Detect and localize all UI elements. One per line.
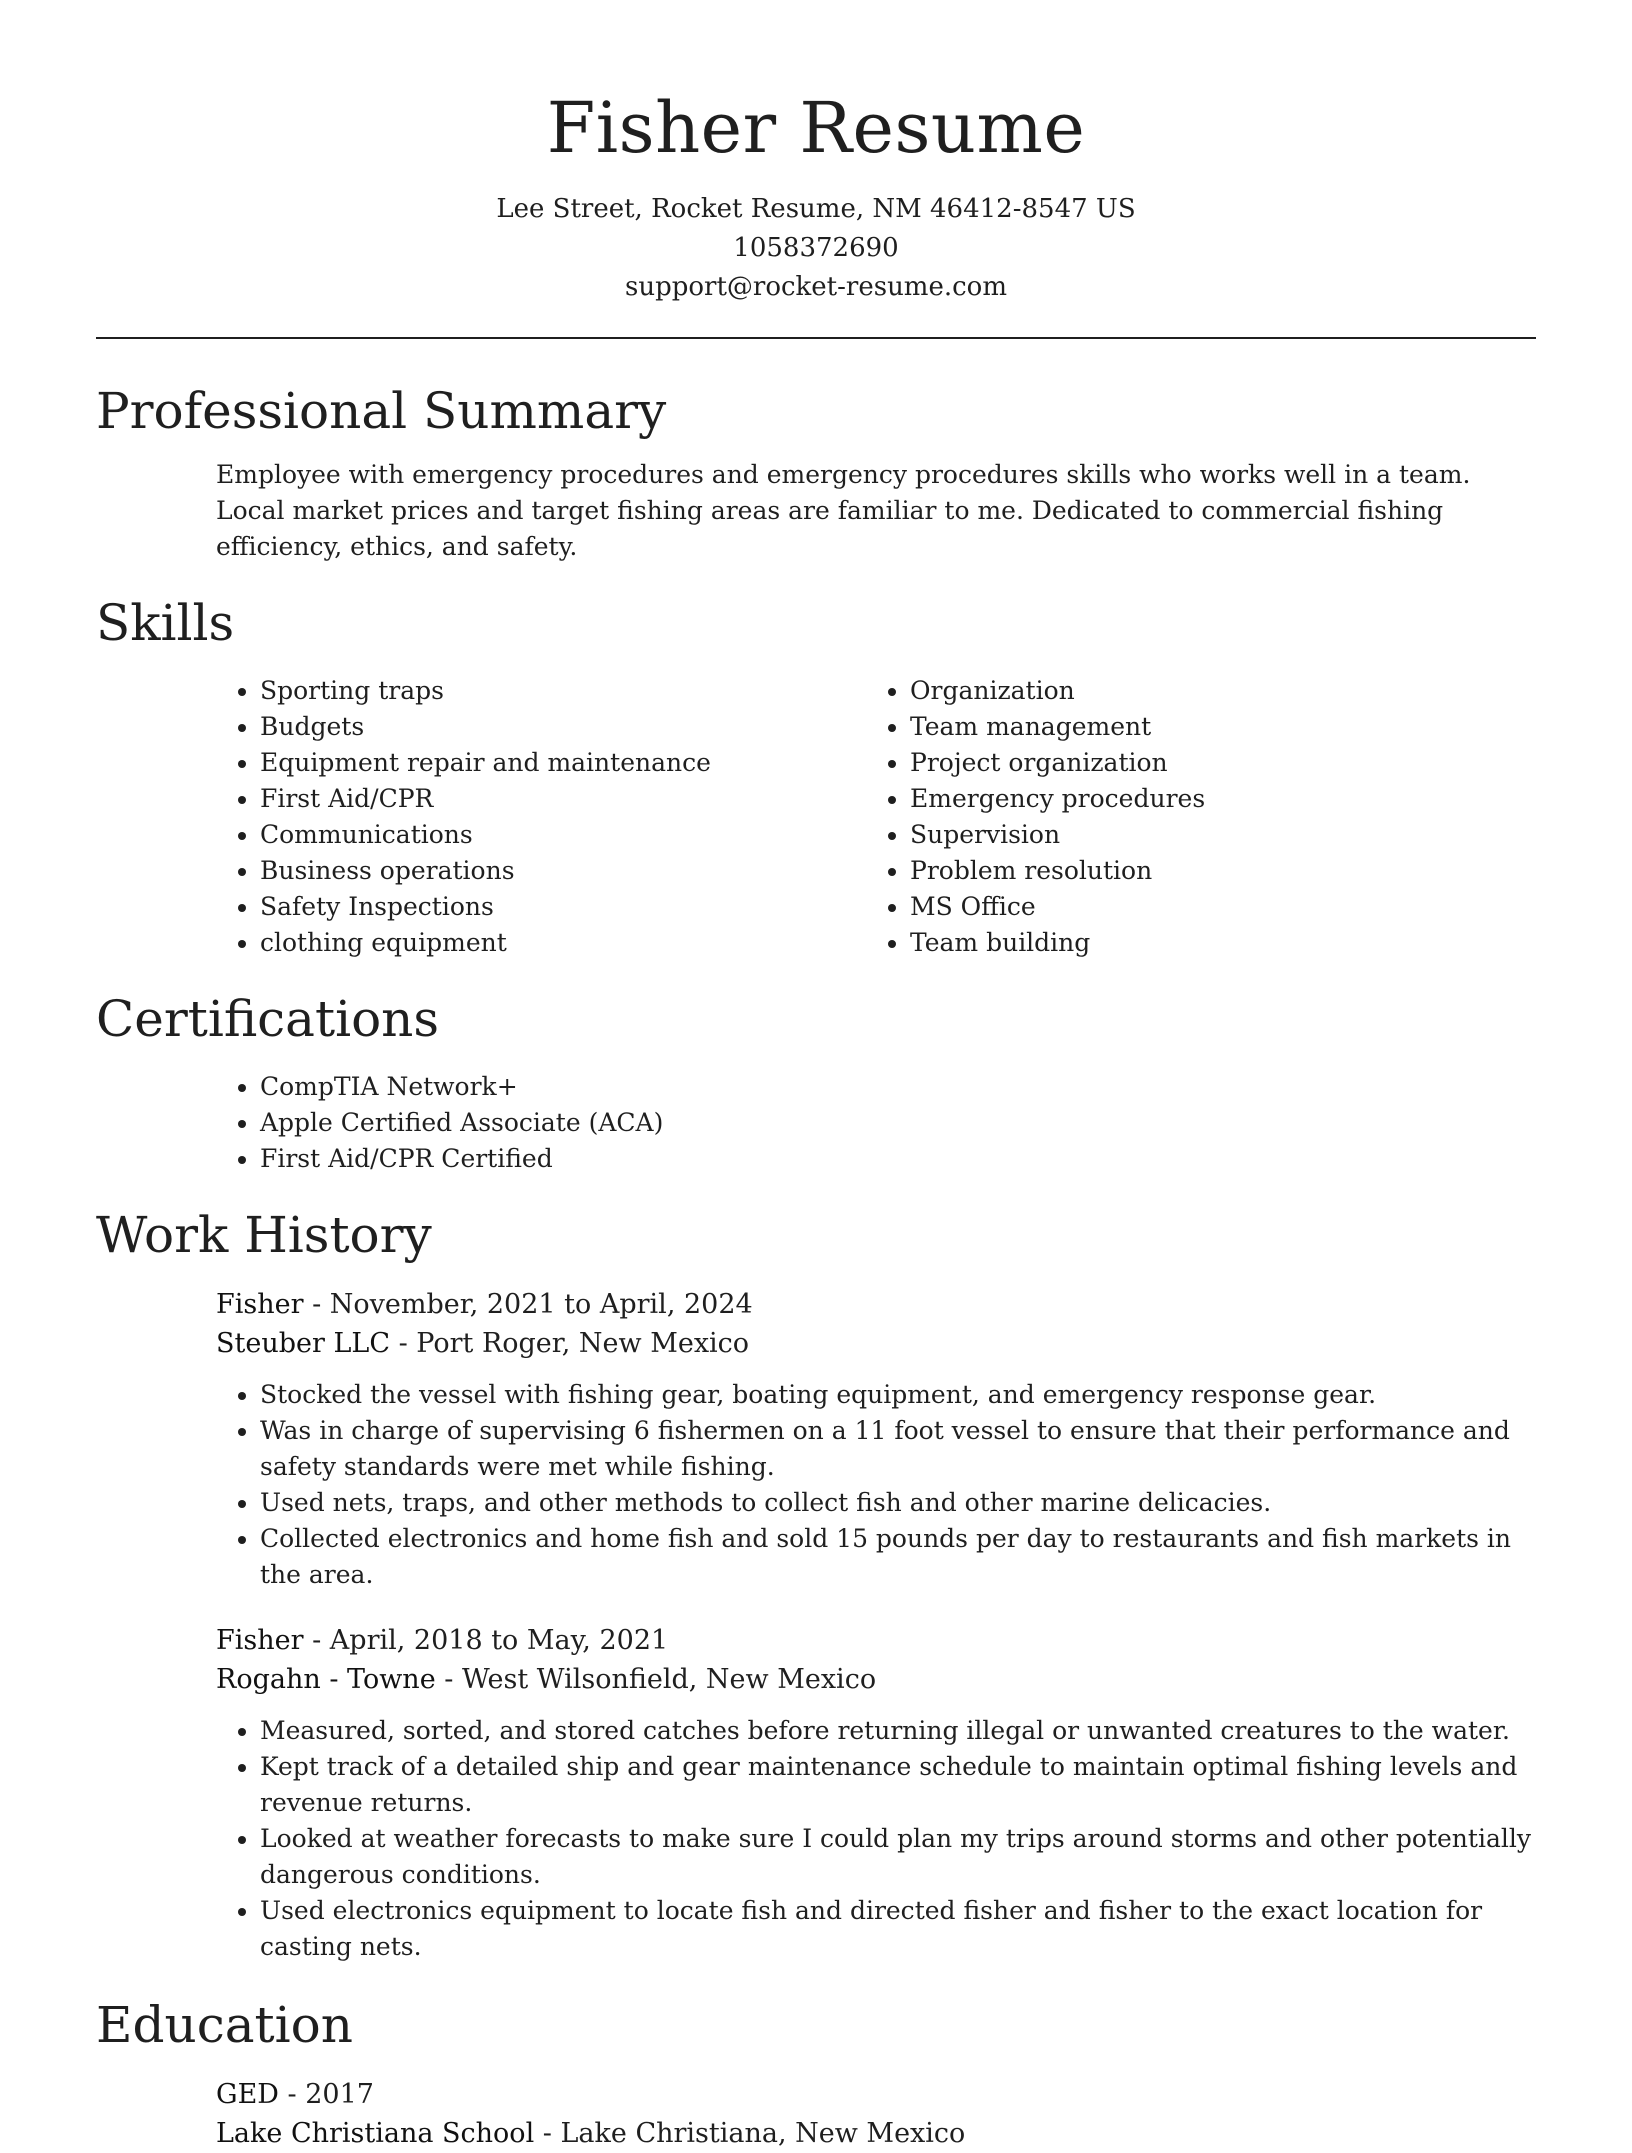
skill-item: • Communications xyxy=(260,817,866,853)
certification-item: • First Aid/CPR Certified xyxy=(260,1141,1536,1177)
contact-info xyxy=(96,190,1536,307)
job-company: Steuber LLC xyxy=(216,1328,390,1359)
job-role: Fisher xyxy=(216,1289,304,1320)
job-location: - West Wilsonfield, New Mexico xyxy=(435,1664,877,1695)
summary-text: Employee with emergency procedures and emergency procedures skills who works well in a team. Local market prices and target fishing areas are familiar to me. Dedicated to commercial fishing efficiency, ethics, and safety. xyxy=(216,460,1471,561)
skill-item: • MS Office xyxy=(910,889,1516,925)
job-role: Fisher xyxy=(216,1625,304,1656)
education-section xyxy=(96,1993,1536,2153)
job-duty: • Collected electronics and home fish and sold 15 pounds per day to restaurants and fish markets in the area. xyxy=(260,1521,1536,1593)
job-duty: • Looked at weather forecasts to make sure I could plan my trips around storms and other potentially dangerous conditions. xyxy=(260,1821,1536,1893)
certifications-list xyxy=(216,1069,1536,1177)
education-location: - Lake Christiana, New Mexico xyxy=(534,2118,966,2149)
resume-header xyxy=(96,0,1536,307)
skill-item: • Team management xyxy=(910,709,1516,745)
job-company-line xyxy=(216,1660,1536,1699)
job-title-line xyxy=(216,1285,1536,1324)
summary-heading: Professional Summary xyxy=(96,382,667,440)
skill-item: • Safety Inspections xyxy=(260,889,866,925)
job-duty: • Was in charge of supervising 6 fishermen on a 11 foot vessel to ensure that their performance and safety standards were met while fishing. xyxy=(260,1413,1536,1485)
education-school-line xyxy=(216,2114,1536,2153)
skill-item: • Supervision xyxy=(910,817,1516,853)
education-year: - 2017 xyxy=(278,2079,374,2110)
work-history-section xyxy=(96,1203,1536,1965)
skill-item: • Organization xyxy=(910,673,1516,709)
job-dates: - November, 2021 to April, 2024 xyxy=(303,1289,753,1320)
skill-item: • Project organization xyxy=(910,745,1516,781)
job-company-line xyxy=(216,1324,1536,1363)
skill-item: • Equipment repair and maintenance xyxy=(260,745,866,781)
certifications-heading: Certifications xyxy=(96,990,440,1048)
skills-list-right xyxy=(866,673,1516,961)
header-divider xyxy=(96,337,1536,339)
education-degree-line xyxy=(216,2075,1536,2114)
job-duty: • Stocked the vessel with fishing gear, boating equipment, and emergency response gear. xyxy=(260,1377,1536,1413)
phone-number: 1058372690 xyxy=(733,233,899,263)
job-duty: • Used electronics equipment to locate fish and directed fisher and fisher to the exact location for casting nets. xyxy=(260,1893,1536,1965)
education-degree: GED xyxy=(216,2079,279,2110)
certification-item: • CompTIA Network+ xyxy=(260,1069,1536,1105)
skill-item: • Budgets xyxy=(260,709,866,745)
job-entry xyxy=(216,1285,1536,1593)
job-entry xyxy=(216,1621,1536,1965)
job-location: - Port Roger, New Mexico xyxy=(389,1328,750,1359)
job-duty: • Kept track of a detailed ship and gear maintenance schedule to maintain optimal fishing levels and revenue returns. xyxy=(260,1749,1536,1821)
skill-item: • clothing equipment xyxy=(260,925,866,961)
job-title-line xyxy=(216,1621,1536,1660)
skills-grid xyxy=(216,673,1536,961)
skill-item: • Sporting traps xyxy=(260,673,866,709)
skills-list-left xyxy=(216,673,866,961)
skills-section xyxy=(96,591,1536,961)
job-company: Rogahn - Towne xyxy=(216,1664,436,1695)
resume-page xyxy=(96,0,1536,2153)
skills-heading: Skills xyxy=(96,594,235,652)
work-history-body xyxy=(216,1285,1536,1965)
skill-item: • Business operations xyxy=(260,853,866,889)
skill-item: • Emergency procedures xyxy=(910,781,1516,817)
certifications-section xyxy=(96,987,1536,1177)
job-duty: • Measured, sorted, and stored catches before returning illegal or unwanted creatures to the water. xyxy=(260,1713,1536,1749)
education-school: Lake Christiana School xyxy=(216,2118,535,2149)
job-duty: • Used nets, traps, and other methods to collect fish and other marine delicacies. xyxy=(260,1485,1536,1521)
job-duties-list xyxy=(216,1713,1536,1965)
certifications-body xyxy=(216,1069,1536,1177)
skill-item: • Problem resolution xyxy=(910,853,1516,889)
skill-item: • First Aid/CPR xyxy=(260,781,866,817)
work-history-heading: Work History xyxy=(96,1206,432,1264)
education-body xyxy=(216,2075,1536,2153)
summary-section xyxy=(96,379,1536,565)
education-heading: Education xyxy=(96,1996,353,2054)
candidate-name: Fisher Resume xyxy=(546,87,1086,169)
email-address: support@rocket-resume.com xyxy=(624,272,1007,302)
address: Lee Street, Rocket Resume, NM 46412-8547 US xyxy=(496,194,1136,224)
job-duties-list xyxy=(216,1377,1536,1593)
skill-item: • Team building xyxy=(910,925,1516,961)
job-dates: - April, 2018 to May, 2021 xyxy=(303,1625,669,1656)
certification-item: • Apple Certified Associate (ACA) xyxy=(260,1105,1536,1141)
